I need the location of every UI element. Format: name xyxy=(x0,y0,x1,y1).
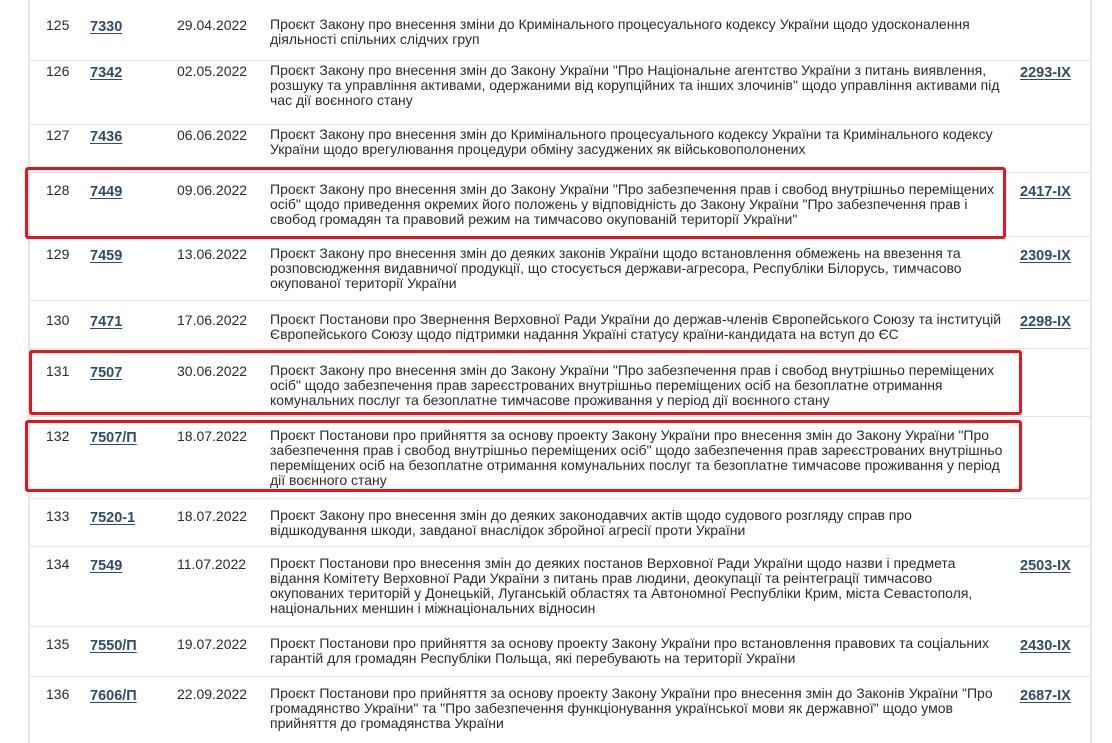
bill-title: Проєкт Закону про внесення змін до Закону України "Про Національне агентство України з питань виявлення, розшуку та управління активами, одержаними від корупційних та інших злочинів" щодо управління активами під час дії воєнного стану xyxy=(270,62,1000,108)
table-row xyxy=(30,60,1090,125)
registration-date: 22.09.2022 xyxy=(177,686,248,702)
highlight-box-row-128 xyxy=(25,167,1006,239)
row-number: 132 xyxy=(46,428,70,444)
bill-number-link[interactable]: 7520-1 xyxy=(90,510,136,526)
law-number-link[interactable]: 2298-IX xyxy=(1020,314,1071,330)
bill-title: Проєкт Постанови про Звернення Верховної Ради України до держав-членів Європейського Союзу та інституцій Європейського Союзу щодо підтримки надання Україні статусу країни-кандидата на вступ до ЄС xyxy=(270,311,1002,342)
bill-number-link[interactable]: 7471 xyxy=(90,314,123,330)
registration-date: 29.04.2022 xyxy=(177,17,248,33)
law-number-link[interactable]: 2503-IX xyxy=(1020,558,1071,574)
row-number: 125 xyxy=(46,17,70,33)
row-number: 133 xyxy=(46,508,70,524)
bill-number-link[interactable]: 7436 xyxy=(90,129,123,145)
bill-number-link[interactable]: 7550/П xyxy=(90,638,137,654)
bill-number-link[interactable]: 7507/П xyxy=(90,430,137,446)
row-number: 131 xyxy=(46,363,70,379)
bill-number-link[interactable]: 7459 xyxy=(90,248,123,264)
registration-date: 18.07.2022 xyxy=(177,508,248,524)
row-number: 130 xyxy=(46,312,70,328)
table-row xyxy=(30,498,1090,547)
table-row xyxy=(30,546,1090,627)
table-row xyxy=(30,300,1090,349)
bill-number-link[interactable]: 7330 xyxy=(90,19,123,35)
row-number: 136 xyxy=(46,686,70,702)
row-number: 128 xyxy=(46,182,70,198)
law-number-link[interactable]: 2417-IX xyxy=(1020,184,1071,200)
table-row xyxy=(30,676,1090,743)
bill-number-link[interactable]: 7507 xyxy=(90,365,123,381)
row-number: 134 xyxy=(46,556,70,572)
bill-title: Проєкт Закону про внесення змін до Закону України "Про забезпечення прав і свобод внутрішньо переміщених осіб" щодо забезпечення прав зареєстрованих внутрішньо переміщених осіб на безоплатне отримання комунальних послуг та безоплатне тимчасове проживання у період дії воєнного стану xyxy=(270,362,995,408)
bill-title: Проєкт Закону про внесення змін до Кримінального процесуального кодексу України та Кримінального кодексу України щодо врегулювання процедури обміну засуджених як військовополонених xyxy=(270,126,993,157)
bill-number-link[interactable]: 7606/П xyxy=(90,688,137,704)
registration-date: 13.06.2022 xyxy=(177,246,248,262)
registration-date: 19.07.2022 xyxy=(177,636,248,652)
table-row xyxy=(30,626,1090,677)
law-number-link[interactable]: 2430-IX xyxy=(1020,638,1071,654)
table-row xyxy=(30,124,1090,173)
bill-title: Проєкт Постанови про прийняття за основу проекту Закону України про встановлення правових та соціальних гарантій для громадян Республіки Польща, які перебувають на території України xyxy=(270,635,989,666)
law-number-link[interactable]: 2293-IX xyxy=(1020,65,1071,81)
row-number: 135 xyxy=(46,636,70,652)
row-number: 127 xyxy=(46,127,70,143)
bill-title: Проєкт Закону про внесення змін до деяких законодавчих актів щодо судового розгляду справ про відшкодування шкоди, завданої внаслідок збройної агресії проти України xyxy=(270,507,912,538)
highlight-box-row-131 xyxy=(29,350,1022,415)
registration-date: 17.06.2022 xyxy=(177,312,248,328)
bill-title: Проєкт Закону про внесення змін до Закону України "Про забезпечення прав і свобод внутрішньо переміщених осіб" щодо приведення окремих його положень у відповідність до Закону України "Про забезпечення прав і свобод громадян та правовий режим на тимчасово окупованій території України" xyxy=(270,181,995,227)
law-number-link[interactable]: 2687-IX xyxy=(1020,688,1071,704)
registration-date: 11.07.2022 xyxy=(177,556,247,572)
table-row xyxy=(30,0,1090,61)
registration-date: 09.06.2022 xyxy=(177,182,248,198)
bill-number-link[interactable]: 7342 xyxy=(90,65,123,81)
bill-title: Проєкт Закону про внесення змін до деяких законів України щодо встановлення обмежень на ввезення та розповсюдження видавничої продукції, що стосується держави-агресора, Республіки Білорусь, тимчасово окупованої території України xyxy=(270,245,962,291)
bill-number-link[interactable]: 7449 xyxy=(90,184,123,200)
bill-title: Проєкт Закону про внесення зміни до Кримінального процесуального кодексу України щодо удосконалення діяльності спільних слідчих груп xyxy=(270,16,970,47)
registration-date: 02.05.2022 xyxy=(177,63,248,79)
bill-title: Проєкт Постанови про прийняття за основу проекту Закону України про внесення змін до Закону України "Про забезпечення прав і свобод внутрішньо переміщених осіб" щодо забезпечення прав зареєстрованих внутрішньо переміщених осіб на безоплатне отримання комунальних послуг та безоплатне тимчасове проживання у період дії воєнного стану xyxy=(270,427,1003,488)
row-number: 129 xyxy=(46,246,70,262)
registration-date: 18.07.2022 xyxy=(177,428,248,444)
table-right-border xyxy=(1090,0,1092,743)
row-number: 126 xyxy=(46,63,70,79)
registration-date: 06.06.2022 xyxy=(177,127,248,143)
bill-title: Проєкт Постанови про внесення змін до деяких постанов Верховної Ради України щодо назви і предмета відання Комітету Верховної Ради України з питань прав людини, деокупації та реінтеграції тимчасово окупованих територій у Донецькій, Луганській областях та Автономної Республіки Крим, міста Севастополя, національних меншин і міжнаціональних відносин xyxy=(270,555,973,616)
law-number-link[interactable]: 2309-IX xyxy=(1020,248,1071,264)
table-row xyxy=(30,236,1090,301)
highlight-box-row-132 xyxy=(25,420,1022,492)
registration-date: 30.06.2022 xyxy=(177,363,248,379)
bill-title: Проєкт Постанови про прийняття за основу проекту Закону України про внесення змін до Законів України "Про громадянство України" та "Про забезпечення функціонування української мови як державної" щодо умов прийняття до громадянства України xyxy=(270,685,993,731)
bill-number-link[interactable]: 7549 xyxy=(90,558,123,574)
